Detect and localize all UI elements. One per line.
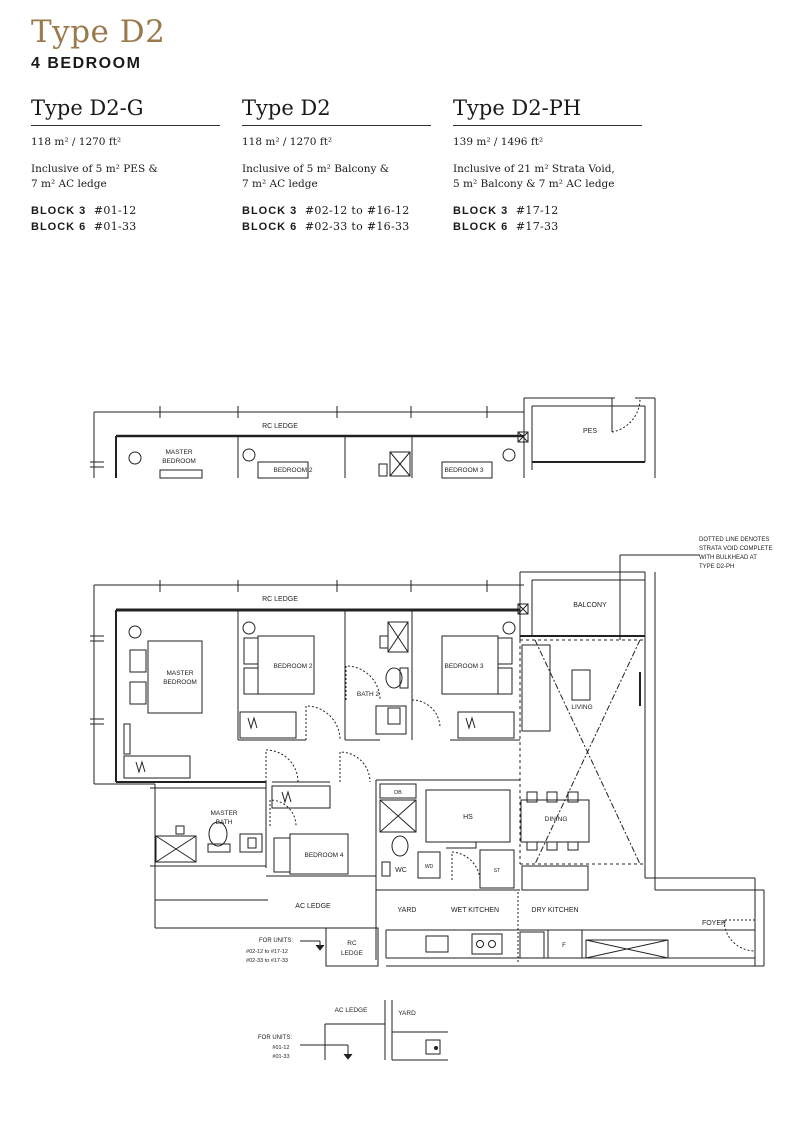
units-range-1: #02-12 to #17-12 <box>246 949 288 955</box>
hs-label: HS <box>463 814 473 821</box>
block-units: #02-12 to #16-12 <box>304 204 410 217</box>
key-bedroom-label: BEDROOM <box>162 458 196 465</box>
page-subtitle: 4 BEDROOM <box>31 55 142 72</box>
bath-2-label: BATH 2 <box>356 691 380 698</box>
rc-ledge-label: RC LEDGE <box>262 596 298 603</box>
inclusion-line: Inclusive of 21 m² Strata Void, <box>453 163 615 175</box>
key-bedroom-3-label: BEDROOM 3 <box>444 467 484 474</box>
key-master-label: MASTER <box>165 449 193 456</box>
block-units: #01-33 <box>93 220 137 233</box>
strata-void-note-3: WITH BULKHEAD AT <box>699 555 757 561</box>
inclusion-line: Inclusive of 5 m² Balcony & <box>242 163 390 175</box>
wd-label: WD <box>424 864 434 870</box>
inset-for-units-label: FOR UNITS: <box>258 1035 292 1041</box>
block-label: BLOCK 6 <box>242 221 298 233</box>
inset-units-2: #01-33 <box>272 1054 290 1060</box>
bedroom-4-label: BEDROOM 4 <box>304 852 344 859</box>
inclusion-line: Inclusive of 5 m² PES & <box>31 163 158 175</box>
master-bath-label-2: BATH <box>215 819 233 826</box>
block-units: #17-33 <box>515 220 559 233</box>
units-range-2: #02-33 to #17-33 <box>246 958 288 964</box>
block-label: BLOCK 6 <box>453 221 509 233</box>
st-label: ST <box>493 868 501 874</box>
master-bath-label-1: MASTER <box>210 810 238 817</box>
key-rc-ledge-label: RC LEDGE <box>262 423 298 430</box>
for-units-label: FOR UNITS: <box>259 938 293 944</box>
db-label: DB <box>394 790 402 796</box>
bedroom-2-label: BEDROOM 2 <box>273 663 313 670</box>
inclusion-line: 5 m² Balcony & 7 m² AC ledge <box>453 178 615 190</box>
bedroom-3-label: BEDROOM 3 <box>444 663 484 670</box>
master-bedroom-label-1: MASTER <box>166 670 194 677</box>
wc-label: WC <box>395 867 407 874</box>
inset-plan-ground-floor <box>258 1000 448 1060</box>
main-floor-plan <box>90 537 772 966</box>
unit-area: 139 m² / 1496 ft² <box>453 136 544 148</box>
inset-ac-ledge-label: AC LEDGE <box>334 1007 368 1014</box>
yard-label: YARD <box>397 907 417 914</box>
inclusion-line: 7 m² AC ledge <box>31 178 107 190</box>
rc-ledge-small-label-2: LEDGE <box>340 950 364 957</box>
unit-type-name: Type D2 <box>242 96 431 126</box>
rc-ledge-small-label-1: RC <box>347 940 357 947</box>
unit-type-name: Type D2-PH <box>453 96 642 126</box>
master-bedroom-label-2: BEDROOM <box>163 679 197 686</box>
living-label: LIVING <box>571 704 593 711</box>
unit-area: 118 m² / 1270 ft² <box>31 136 122 148</box>
unit-type-name: Type D2-G <box>31 96 220 126</box>
dry-kitchen-label: DRY KITCHEN <box>531 907 579 914</box>
ac-ledge-label: AC LEDGE <box>295 903 331 910</box>
strata-void-note-2: STRATA VOID COMPLETE <box>699 546 773 552</box>
inclusion-line: 7 m² AC ledge <box>242 178 318 190</box>
key-bedroom-2-label: BEDROOM 2 <box>273 467 313 474</box>
strata-void-note-1: DOTTED LINE DENOTES <box>699 537 770 543</box>
key-plan-partial <box>90 398 655 478</box>
block-units: #17-12 <box>515 204 559 217</box>
wet-kitchen-label: WET KITCHEN <box>450 907 500 914</box>
unit-area: 118 m² / 1270 ft² <box>242 136 333 148</box>
strata-void-note-4: TYPE D2-PH <box>699 564 735 570</box>
block-units: #02-33 to #16-33 <box>304 220 410 233</box>
block-label: BLOCK 3 <box>31 205 87 217</box>
balcony-label: BALCONY <box>573 602 607 609</box>
dining-label: DINING <box>544 816 568 823</box>
inset-yard-label: YARD <box>398 1010 416 1017</box>
page-title: Type D2 <box>31 14 166 50</box>
block-units: #01-12 <box>93 204 137 217</box>
fridge-label: F <box>562 943 566 949</box>
inset-units-1: #01-12 <box>272 1045 290 1051</box>
key-pes-label: PES <box>582 428 598 435</box>
block-label: BLOCK 3 <box>242 205 298 217</box>
block-label: BLOCK 3 <box>453 205 509 217</box>
block-label: BLOCK 6 <box>31 221 87 233</box>
foyer-label: FOYER <box>701 920 727 927</box>
